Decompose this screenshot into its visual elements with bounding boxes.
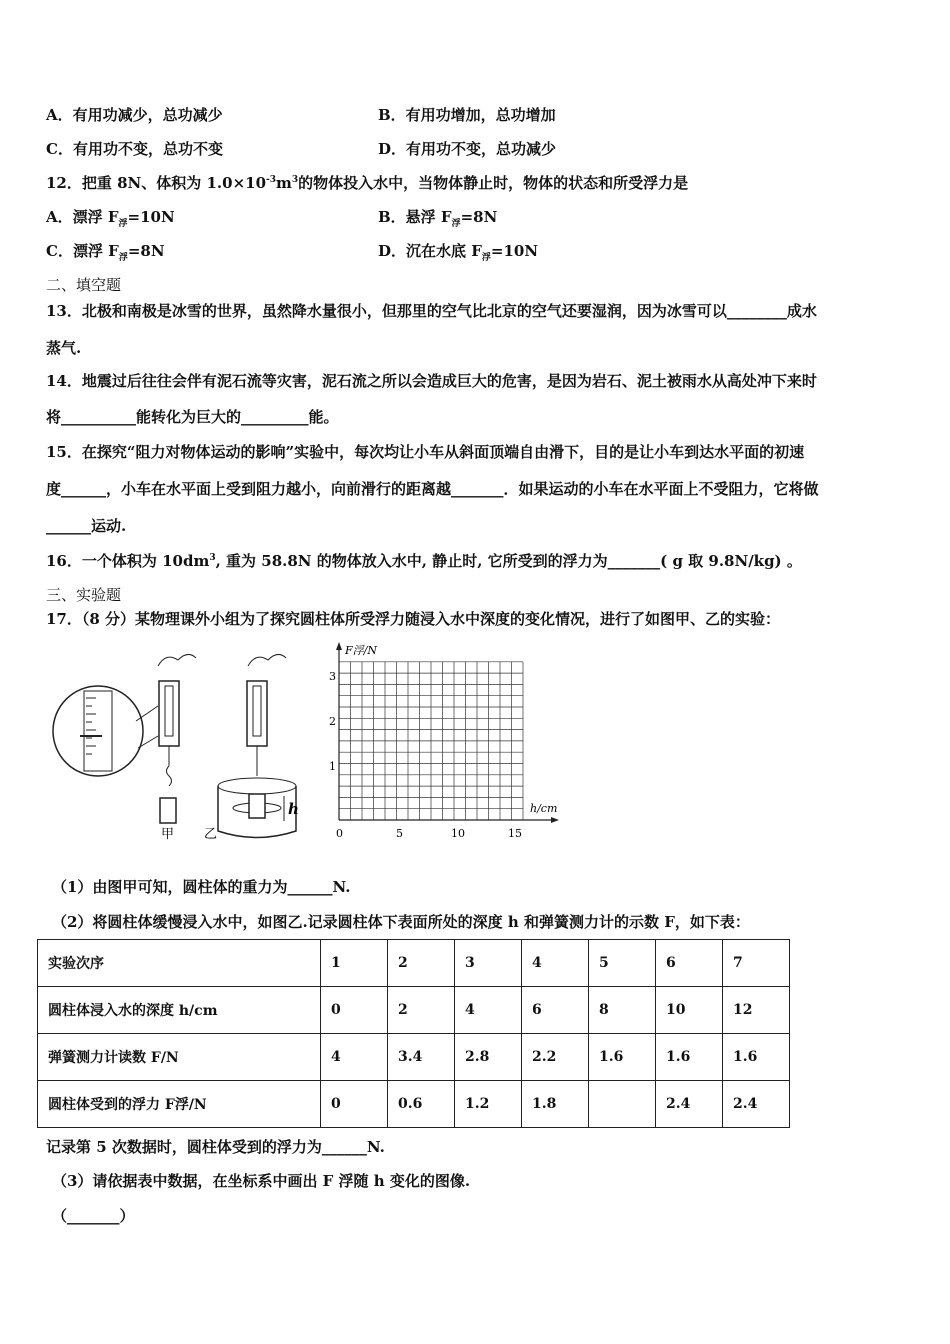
q17-part1: （1）由图甲可知，圆柱体的重力为______N. — [52, 878, 351, 896]
graph-y-tick-3: 3 — [329, 670, 336, 683]
table-cell: 0.6 — [388, 1081, 455, 1128]
table-cell: 2 — [388, 940, 455, 987]
table-cell: 7 — [723, 940, 790, 987]
table-cell: 6 — [522, 987, 589, 1034]
q14-line2: 将__________能转化为巨大的_________能。 — [46, 408, 339, 426]
q17-part3: （3）请依据表中数据，在坐标系中画出 F 浮随 h 变化的图像. — [52, 1172, 471, 1190]
table-cell: 6 — [656, 940, 723, 987]
q17-intro: 17．（8 分）某物理课外小组为了探究圆柱体所受浮力随浸入水中深度的变化情况，进行了如图甲、乙的实验： — [46, 610, 781, 628]
q17-part2: （2）将圆柱体缓慢浸入水中，如图乙.记录圆柱体下表面所处的深度 h 和弹簧测力计的示数 F，如下表： — [52, 913, 750, 931]
graph-y-tick-2: 2 — [329, 715, 336, 728]
graph-x-label: h/cm — [530, 802, 558, 815]
graph-x-tick-0: 0 — [336, 827, 343, 840]
table-cell: 2.4 — [723, 1081, 790, 1128]
q11-option-c: C．有用功不变，总功不变 — [46, 140, 223, 158]
graph-y-arrow — [336, 642, 342, 650]
table-cell: 12 — [723, 987, 790, 1034]
q12-option-b: B．悬浮 $F_浮=8N$ — [378, 208, 498, 229]
q11-option-a: A．有用功减少，总功减少 — [46, 106, 223, 124]
experiment-figure — [46, 636, 326, 846]
table-cell: 4 — [522, 940, 589, 987]
q16-stem: 16．一个体积为 $10dm^3$, 重为 58.8N 的物体放入水中, 静止时, 它所受到的浮力为_______( g 取 9.8N/kg) 。 — [46, 552, 802, 570]
table-cell: 1.6 — [656, 1034, 723, 1081]
table-row — [38, 940, 790, 987]
table-cell: 0 — [321, 1081, 388, 1128]
buoyancy-graph — [325, 640, 565, 840]
data-table — [37, 939, 790, 1128]
table-cell: 10 — [656, 987, 723, 1034]
table-row — [38, 1081, 790, 1128]
q12-option-a: A．漂浮 $F_浮=10N$ — [46, 208, 175, 229]
table-cell: 0 — [321, 987, 388, 1034]
q12-stem: 12．把重 8N、体积为 $1.0\times 10^{-3}m^3$的物体投入水中，当物体静止时，物体的状态和所受浮力是 — [46, 174, 689, 192]
section-heading-experiment: 三、实验题 — [46, 586, 122, 604]
table-row-header: 圆柱体浸入水的深度 h/cm — [38, 987, 321, 1034]
q15-line2: 度______，小车在水平面上受到阻力越小，向前滑行的距离越_______．如果运动的小车在水平面上不受阻力，它将做 — [46, 480, 819, 498]
graph-x-tick-15: 15 — [508, 827, 522, 840]
q15-line3: ______运动. — [46, 517, 127, 535]
figure-label-jia: 甲 — [161, 827, 175, 842]
q11-option-b: B．有用功增加，总功增加 — [378, 106, 556, 124]
table-cell: 1.2 — [455, 1081, 522, 1128]
q13-line1: 13．北极和南极是冰雪的世界，虽然降水量很小，但那里的空气比北京的空气还要湿润，因为冰雪可以________成水 — [46, 302, 817, 320]
q13-line2: 蒸气. — [46, 339, 82, 357]
graph-y-label: F浮/N — [345, 644, 377, 657]
graph-y-tick-1: 1 — [329, 760, 336, 773]
table-row-header: 圆柱体受到的浮力 F浮/N — [38, 1081, 321, 1128]
answer-blank: （_______） — [52, 1207, 135, 1225]
table-cell — [589, 1081, 656, 1128]
q14-line1: 14．地震过后往往会伴有泥石流等灾害，泥石流之所以会造成巨大的危害，是因为岩石、泥土被雨水从高处冲下来时 — [46, 372, 817, 390]
table-cell: 1.6 — [589, 1034, 656, 1081]
table-cell: 1.6 — [723, 1034, 790, 1081]
table-row-header: 实验次序 — [38, 940, 321, 987]
graph-x-arrow — [551, 817, 559, 823]
table-row — [38, 1034, 790, 1081]
figure-label-yi: 乙 — [204, 827, 218, 842]
q15-line1: 15．在探究“阻力对物体运动的影响”实验中，每次均让小车从斜面顶端自由滑下，目的是让小车到达水平面的初速 — [46, 443, 805, 461]
table-cell: 4 — [321, 1034, 388, 1081]
graph-x-tick-10: 10 — [451, 827, 465, 840]
table-cell: 5 — [589, 940, 656, 987]
table-cell: 8 — [589, 987, 656, 1034]
table-cell: 1 — [321, 940, 388, 987]
table-cell: 3 — [455, 940, 522, 987]
table-cell: 2 — [388, 987, 455, 1034]
q12-option-c: C．漂浮 $F_浮=8N$ — [46, 242, 165, 263]
figure-label-h: h — [288, 800, 299, 818]
q17-after-table: 记录第 5 次数据时，圆柱体受到的浮力为______N. — [46, 1138, 385, 1156]
table-cell: 3.4 — [388, 1034, 455, 1081]
table-cell: 2.8 — [455, 1034, 522, 1081]
section-heading-fill-in: 二、填空题 — [46, 276, 122, 294]
table-cell: 1.8 — [522, 1081, 589, 1128]
table-cell: 2.2 — [522, 1034, 589, 1081]
table-row-header: 弹簧测力计读数 F/N — [38, 1034, 321, 1081]
table-row — [38, 987, 790, 1034]
q12-option-d: D．沉在水底 $F_浮=10N$ — [378, 242, 539, 263]
table-cell: 2.4 — [656, 1081, 723, 1128]
graph-x-tick-5: 5 — [396, 827, 403, 840]
table-cell: 4 — [455, 987, 522, 1034]
q11-option-d: D．有用功不变，总功减少 — [378, 140, 557, 158]
graph-grid — [339, 662, 523, 820]
